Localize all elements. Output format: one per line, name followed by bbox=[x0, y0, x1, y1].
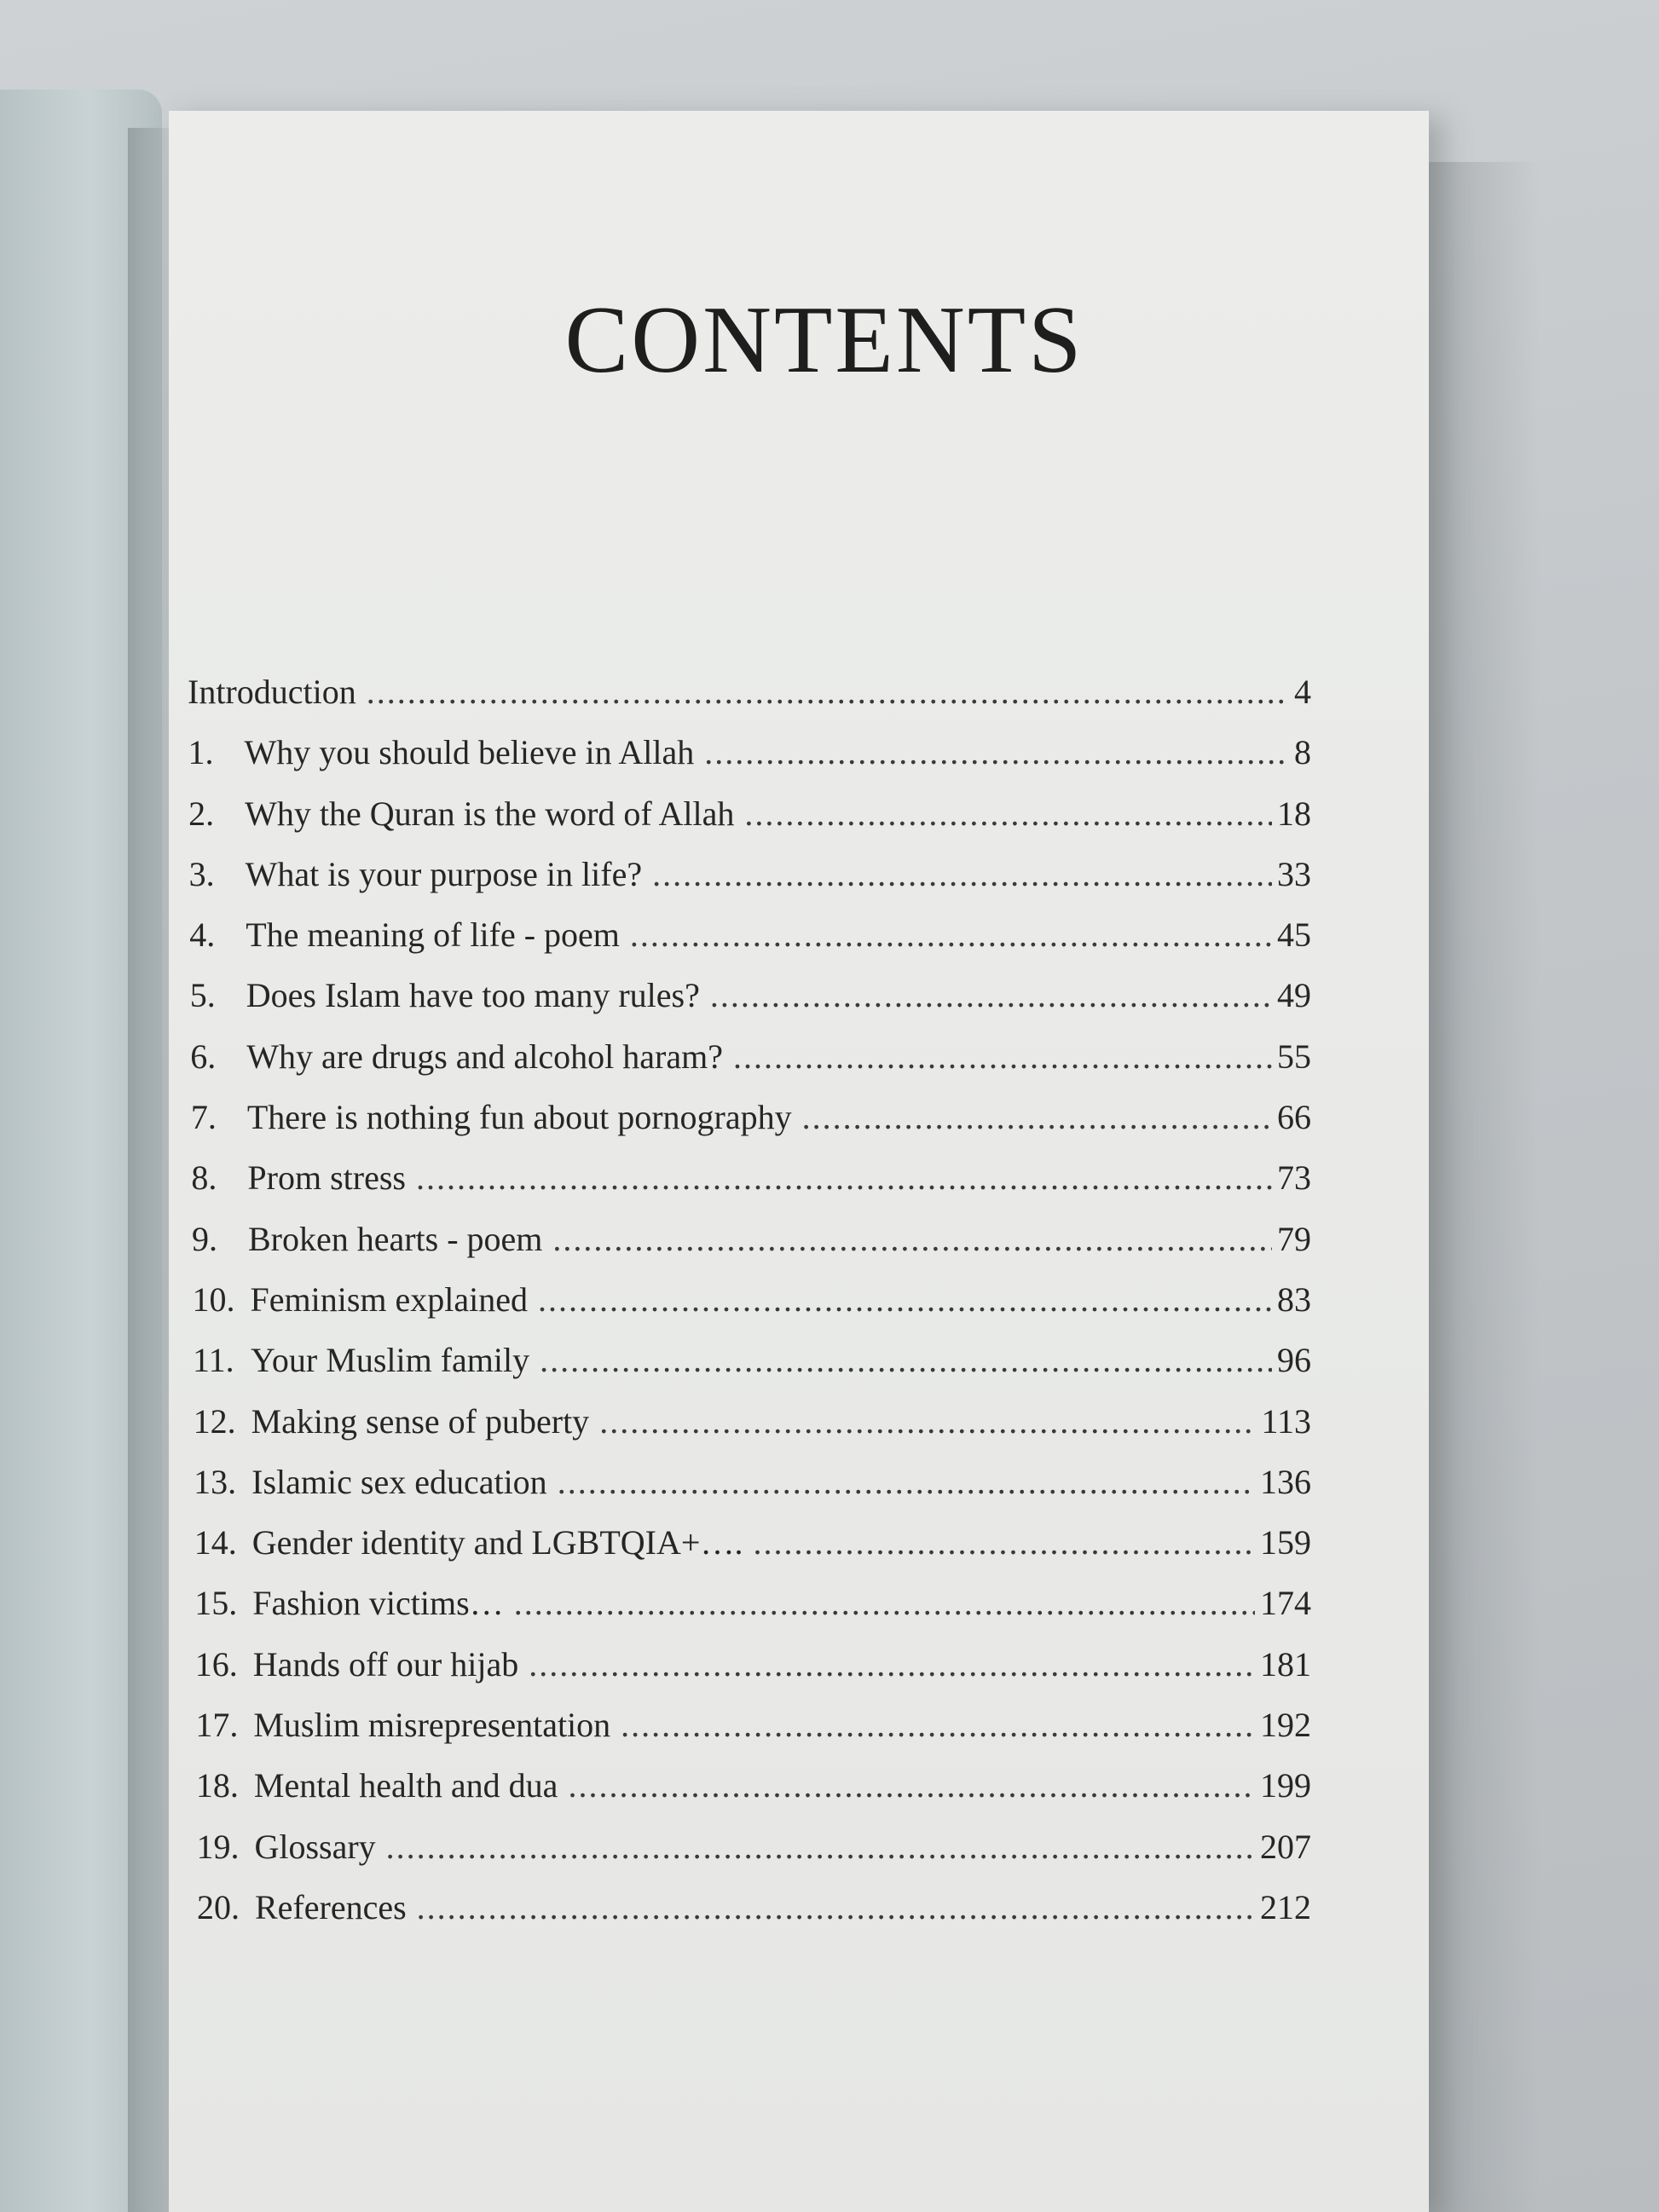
page-shadow bbox=[1429, 162, 1540, 2212]
toc-entry-page-number: 212 bbox=[1260, 1887, 1311, 1926]
toc-entry-number: 19. bbox=[196, 1827, 240, 1866]
dot-leader bbox=[568, 1765, 1255, 1805]
dot-leader bbox=[538, 1279, 1272, 1320]
toc-entry-number: 14. bbox=[194, 1523, 237, 1562]
dot-leader bbox=[753, 1522, 1255, 1562]
toc-entry-number: 17. bbox=[195, 1706, 239, 1745]
toc-entry bbox=[188, 854, 1311, 915]
toc-entry-title: References bbox=[255, 1887, 407, 1926]
toc-entry bbox=[188, 1219, 1311, 1279]
toc-entry-title: The meaning of life - poem bbox=[246, 915, 620, 955]
toc-entry-number: 9. bbox=[191, 1219, 217, 1258]
dot-leader bbox=[599, 1401, 1256, 1441]
toc-entry-number: 15. bbox=[194, 1584, 238, 1623]
toc-entry-page-number: 66 bbox=[1277, 1098, 1311, 1137]
toc-entry-number: 13. bbox=[194, 1462, 237, 1501]
dot-leader bbox=[710, 975, 1272, 1015]
dot-leader bbox=[552, 1219, 1272, 1259]
toc-entry-page-number: 181 bbox=[1260, 1644, 1311, 1684]
toc-entry bbox=[188, 1401, 1311, 1462]
toc-entry-title: Gender identity and LGBTQIA+…. bbox=[251, 1523, 743, 1562]
toc-entry bbox=[188, 1097, 1311, 1158]
toc-entry-page-number: 4 bbox=[1294, 673, 1311, 711]
toc-entry-number: 12. bbox=[193, 1401, 236, 1441]
toc-entry-page-number: 136 bbox=[1260, 1462, 1311, 1501]
dot-leader bbox=[540, 1340, 1272, 1380]
toc-entry-title: Islamic sex education bbox=[251, 1462, 547, 1501]
toc-entry-title: Your Muslim family bbox=[251, 1341, 530, 1380]
dot-leader bbox=[802, 1097, 1272, 1137]
dot-leader bbox=[652, 854, 1272, 894]
toc-entry bbox=[188, 794, 1311, 854]
toc-entry-title: Muslim misrepresentation bbox=[253, 1706, 611, 1745]
toc-entry-page-number: 199 bbox=[1260, 1766, 1311, 1805]
toc-entry bbox=[188, 1887, 1311, 1948]
toc-entry-number: 3. bbox=[188, 854, 215, 893]
toc-entry-title: Why you should believe in Allah bbox=[244, 733, 695, 772]
toc-entry-page-number: 159 bbox=[1260, 1523, 1311, 1562]
toc-entry bbox=[188, 1037, 1311, 1097]
dot-leader bbox=[704, 732, 1289, 772]
toc-entry bbox=[188, 1705, 1311, 1765]
toc-entry-title: Why are drugs and alcohol haram? bbox=[246, 1037, 723, 1076]
toc-entry-number: 7. bbox=[190, 1098, 217, 1137]
toc-entry-page-number: 18 bbox=[1277, 794, 1311, 833]
toc-entry bbox=[188, 1158, 1311, 1218]
toc-entry-title: Making sense of puberty bbox=[251, 1401, 590, 1441]
toc-entry-title: Prom stress bbox=[247, 1158, 406, 1198]
dot-leader bbox=[630, 915, 1272, 955]
dot-leader bbox=[386, 1827, 1255, 1867]
toc-entry-title: What is your purpose in life? bbox=[245, 854, 643, 893]
page-title: CONTENTS bbox=[564, 287, 1084, 393]
dot-leader bbox=[621, 1705, 1255, 1745]
toc-entry-page-number: 83 bbox=[1277, 1279, 1311, 1319]
toc-entry-page-number: 73 bbox=[1277, 1158, 1311, 1198]
dot-leader bbox=[733, 1037, 1272, 1077]
toc-entry-page-number: 113 bbox=[1261, 1401, 1311, 1441]
dot-leader bbox=[416, 1158, 1272, 1198]
toc-entry-number: 8. bbox=[191, 1158, 217, 1198]
toc-entry-title: Feminism explained bbox=[250, 1279, 529, 1319]
toc-entry-number: 6. bbox=[190, 1037, 217, 1076]
toc-entry-page-number: 207 bbox=[1260, 1827, 1311, 1866]
toc-entry bbox=[188, 1279, 1311, 1340]
toc-entry-title: Fashion victims… bbox=[252, 1584, 504, 1623]
toc-entry-number: 18. bbox=[195, 1766, 239, 1805]
toc-entry-title: Hands off our hijab bbox=[252, 1644, 519, 1684]
toc-entry bbox=[188, 1827, 1311, 1887]
toc-entry-title: Does Islam have too many rules? bbox=[246, 976, 700, 1015]
toc-entry-number: 4. bbox=[189, 915, 216, 955]
toc-entry-page-number: 192 bbox=[1260, 1706, 1311, 1745]
toc-entry-number: 11. bbox=[193, 1341, 234, 1380]
toc-entry bbox=[188, 1462, 1311, 1522]
toc-entry-page-number: 55 bbox=[1277, 1037, 1311, 1076]
toc-entry-title: There is nothing fun about pornography bbox=[246, 1098, 792, 1137]
toc-entry bbox=[188, 1644, 1311, 1705]
toc-entry bbox=[188, 732, 1311, 793]
toc-entry-number: 10. bbox=[192, 1279, 235, 1319]
toc-entry-page-number: 96 bbox=[1277, 1341, 1311, 1380]
toc-entry-number: 2. bbox=[188, 794, 215, 833]
dot-leader bbox=[367, 672, 1289, 712]
toc-entry bbox=[188, 975, 1311, 1036]
toc-entry bbox=[188, 915, 1311, 975]
toc-entry bbox=[188, 1765, 1311, 1826]
toc-entry bbox=[188, 1583, 1311, 1643]
toc-entry-page-number: 33 bbox=[1277, 854, 1311, 893]
dot-leader bbox=[744, 794, 1272, 834]
toc-entry-page-number: 8 bbox=[1294, 733, 1311, 772]
toc-entry bbox=[188, 672, 1311, 732]
toc-entry-title: Mental health and dua bbox=[253, 1766, 558, 1805]
toc-entry-title: Why the Quran is the word of Allah bbox=[245, 794, 735, 833]
toc-entry-page-number: 49 bbox=[1277, 976, 1311, 1015]
toc-entry-page-number: 79 bbox=[1277, 1219, 1311, 1258]
toc-entry-title: Glossary bbox=[254, 1827, 376, 1866]
toc-entry-page-number: 174 bbox=[1260, 1584, 1311, 1623]
book-page bbox=[169, 111, 1429, 2212]
table-of-contents bbox=[188, 672, 1311, 1948]
toc-entry bbox=[188, 1340, 1311, 1401]
toc-entry-title: Introduction bbox=[188, 673, 356, 711]
dot-leader bbox=[417, 1887, 1255, 1927]
toc-entry-title: Broken hearts - poem bbox=[247, 1219, 543, 1258]
dot-leader bbox=[514, 1583, 1255, 1623]
toc-entry-number: 5. bbox=[189, 976, 216, 1015]
dot-leader bbox=[558, 1462, 1255, 1502]
toc-entry-page-number: 45 bbox=[1277, 915, 1311, 955]
dot-leader bbox=[529, 1644, 1255, 1684]
toc-entry-number: 16. bbox=[194, 1644, 238, 1684]
toc-entry-number: 1. bbox=[188, 733, 214, 772]
toc-entry-number: 20. bbox=[197, 1887, 240, 1926]
toc-entry bbox=[188, 1522, 1311, 1583]
